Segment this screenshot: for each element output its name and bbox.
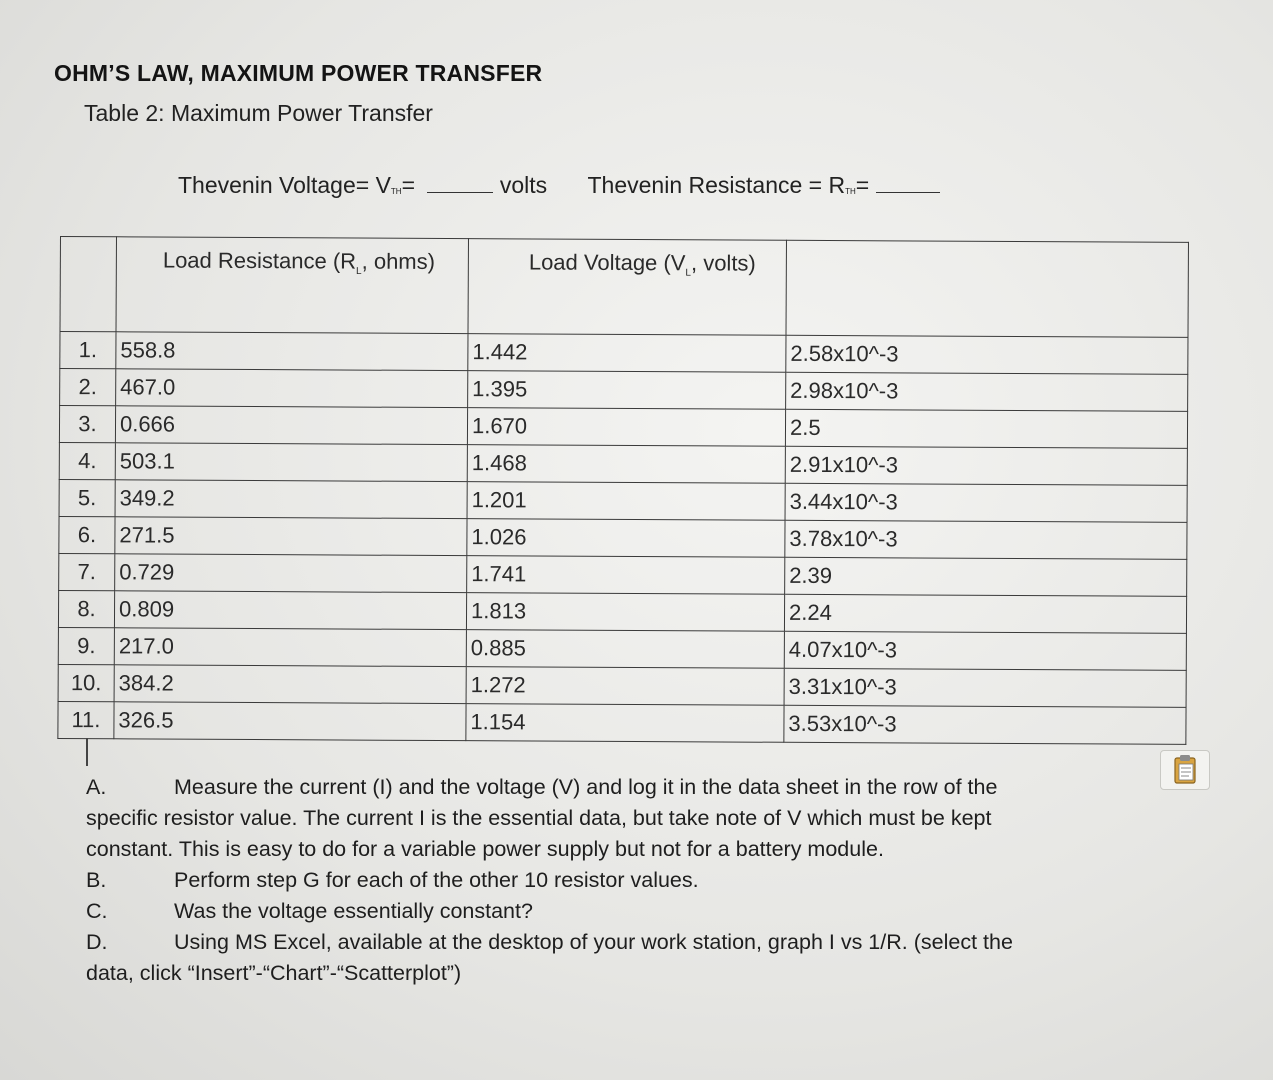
note-a-letter: A.	[86, 775, 107, 799]
page-heading: OHM’S LAW, MAXIMUM POWER TRANSFER	[54, 60, 543, 86]
load-resistance-cell: 384.2	[114, 665, 466, 704]
row-number-cell: 8.	[58, 590, 114, 627]
load-voltage-cell: 1.670	[467, 408, 785, 447]
current-cell: 3.31x10^-3	[784, 668, 1186, 707]
header-number-cell	[60, 237, 116, 332]
load-resistance-cell: 217.0	[114, 628, 466, 667]
current-cell: 4.07x10^-3	[784, 631, 1186, 670]
current-cell: 2.5	[785, 409, 1187, 448]
note-d-line-2: data, click “Insert”-“Chart”-“Scatterplot”)	[86, 961, 462, 985]
note-c-letter: C.	[86, 899, 108, 923]
load-voltage-cell: 1.201	[467, 482, 785, 521]
note-a-line-1: Measure the current (I) and the voltage (V) and log it in the data sheet in the row of the	[174, 775, 998, 799]
load-voltage-cell: 1.813	[466, 593, 784, 632]
load-resistance-cell: 349.2	[115, 480, 467, 519]
note-d-letter: D.	[86, 930, 108, 954]
current-cell: 2.39	[785, 557, 1187, 596]
current-cell: 2.58x10^-3	[786, 335, 1188, 374]
current-cell: 3.78x10^-3	[785, 520, 1187, 559]
row-number-cell: 1.	[60, 332, 116, 369]
note-d-line-1: Using MS Excel, available at the desktop of your work station, graph I vs 1/R. (select the	[174, 930, 1013, 954]
load-resistance-cell: 326.5	[114, 702, 466, 741]
table-row	[59, 406, 1187, 449]
load-voltage-cell: 1.154	[466, 704, 784, 743]
load-voltage-cell: 1.272	[466, 667, 784, 706]
header-load-resistance: Load Resistance ($R_L$, ohms)	[116, 237, 468, 334]
load-voltage-cell: 1.442	[468, 334, 786, 373]
note-a	[86, 772, 1126, 803]
table-row	[58, 627, 1186, 670]
load-resistance-cell: 503.1	[115, 443, 467, 482]
load-voltage-cell: 1.026	[467, 519, 785, 558]
table-row	[58, 701, 1186, 744]
table-header-row	[60, 237, 1188, 338]
row-number-cell: 3.	[59, 406, 115, 443]
row-number-cell: 4.	[59, 442, 115, 479]
instructions	[86, 772, 1126, 989]
current-cell: 2.91x10^-3	[785, 446, 1187, 485]
note-c	[86, 896, 1126, 927]
load-voltage-cell: 1.741	[467, 556, 785, 595]
table-row	[59, 553, 1187, 596]
note-d	[86, 927, 1126, 958]
thevenin-resistance-blank[interactable]	[876, 174, 940, 193]
thevenin-values-row	[178, 172, 978, 208]
load-voltage-cell: 1.395	[468, 371, 786, 410]
note-a-line-2: specific resistor value. The current I is the essential data, but take note of V which must be kept	[86, 806, 992, 830]
load-resistance-cell: 0.729	[115, 554, 467, 593]
header-current-cell	[786, 240, 1188, 337]
current-cell: 2.24	[784, 594, 1186, 633]
table-row	[58, 590, 1186, 633]
current-cell: 2.98x10^-3	[786, 372, 1188, 411]
table-row	[58, 664, 1186, 707]
thevenin-voltage-unit: volts	[499, 172, 548, 198]
thevenin-voltage-blank[interactable]	[427, 174, 493, 193]
current-cell: 3.53x10^-3	[784, 705, 1186, 744]
paste-options-icon[interactable]	[1160, 750, 1210, 790]
note-b-text: Perform step G for each of the other 10 resistor values.	[174, 868, 699, 892]
note-b-letter: B.	[86, 868, 107, 892]
row-number-cell: 9.	[58, 627, 114, 664]
row-number-cell: 5.	[59, 479, 115, 516]
load-resistance-cell: 558.8	[116, 332, 468, 371]
row-number-cell: 10.	[58, 664, 114, 701]
note-c-text: Was the voltage essentially constant?	[174, 899, 533, 923]
load-resistance-cell: 0.809	[114, 591, 466, 630]
note-b	[86, 865, 1126, 896]
table-row	[59, 479, 1187, 522]
current-cell: 3.44x10^-3	[785, 483, 1187, 522]
note-a-line-3: constant. This is easy to do for a variable power supply but not for a battery module.	[86, 837, 884, 861]
load-resistance-cell: 0.666	[115, 406, 467, 445]
table-row	[60, 332, 1188, 375]
load-voltage-cell: 1.468	[467, 445, 785, 484]
load-voltage-cell: 0.885	[466, 630, 784, 669]
table-row	[59, 442, 1187, 485]
text-cursor	[86, 738, 88, 766]
thevenin-voltage-label: Thevenin Voltage= $V_{TH}=$	[178, 172, 416, 198]
table-row	[59, 516, 1187, 559]
load-resistance-cell: 467.0	[116, 369, 468, 408]
header-load-voltage: Load Voltage ($V_L$, volts)	[468, 239, 786, 336]
row-number-cell: 2.	[60, 369, 116, 406]
max-power-table	[57, 236, 1189, 745]
table-row	[60, 369, 1188, 412]
row-number-cell: 7.	[59, 553, 115, 590]
row-number-cell: 6.	[59, 516, 115, 553]
load-resistance-cell: 271.5	[115, 517, 467, 556]
row-number-cell: 11.	[58, 701, 114, 738]
thevenin-resistance-label: Thevenin Resistance = $R_{TH}=$	[587, 172, 870, 198]
table-caption: Table 2: Maximum Power Transfer	[84, 100, 433, 126]
